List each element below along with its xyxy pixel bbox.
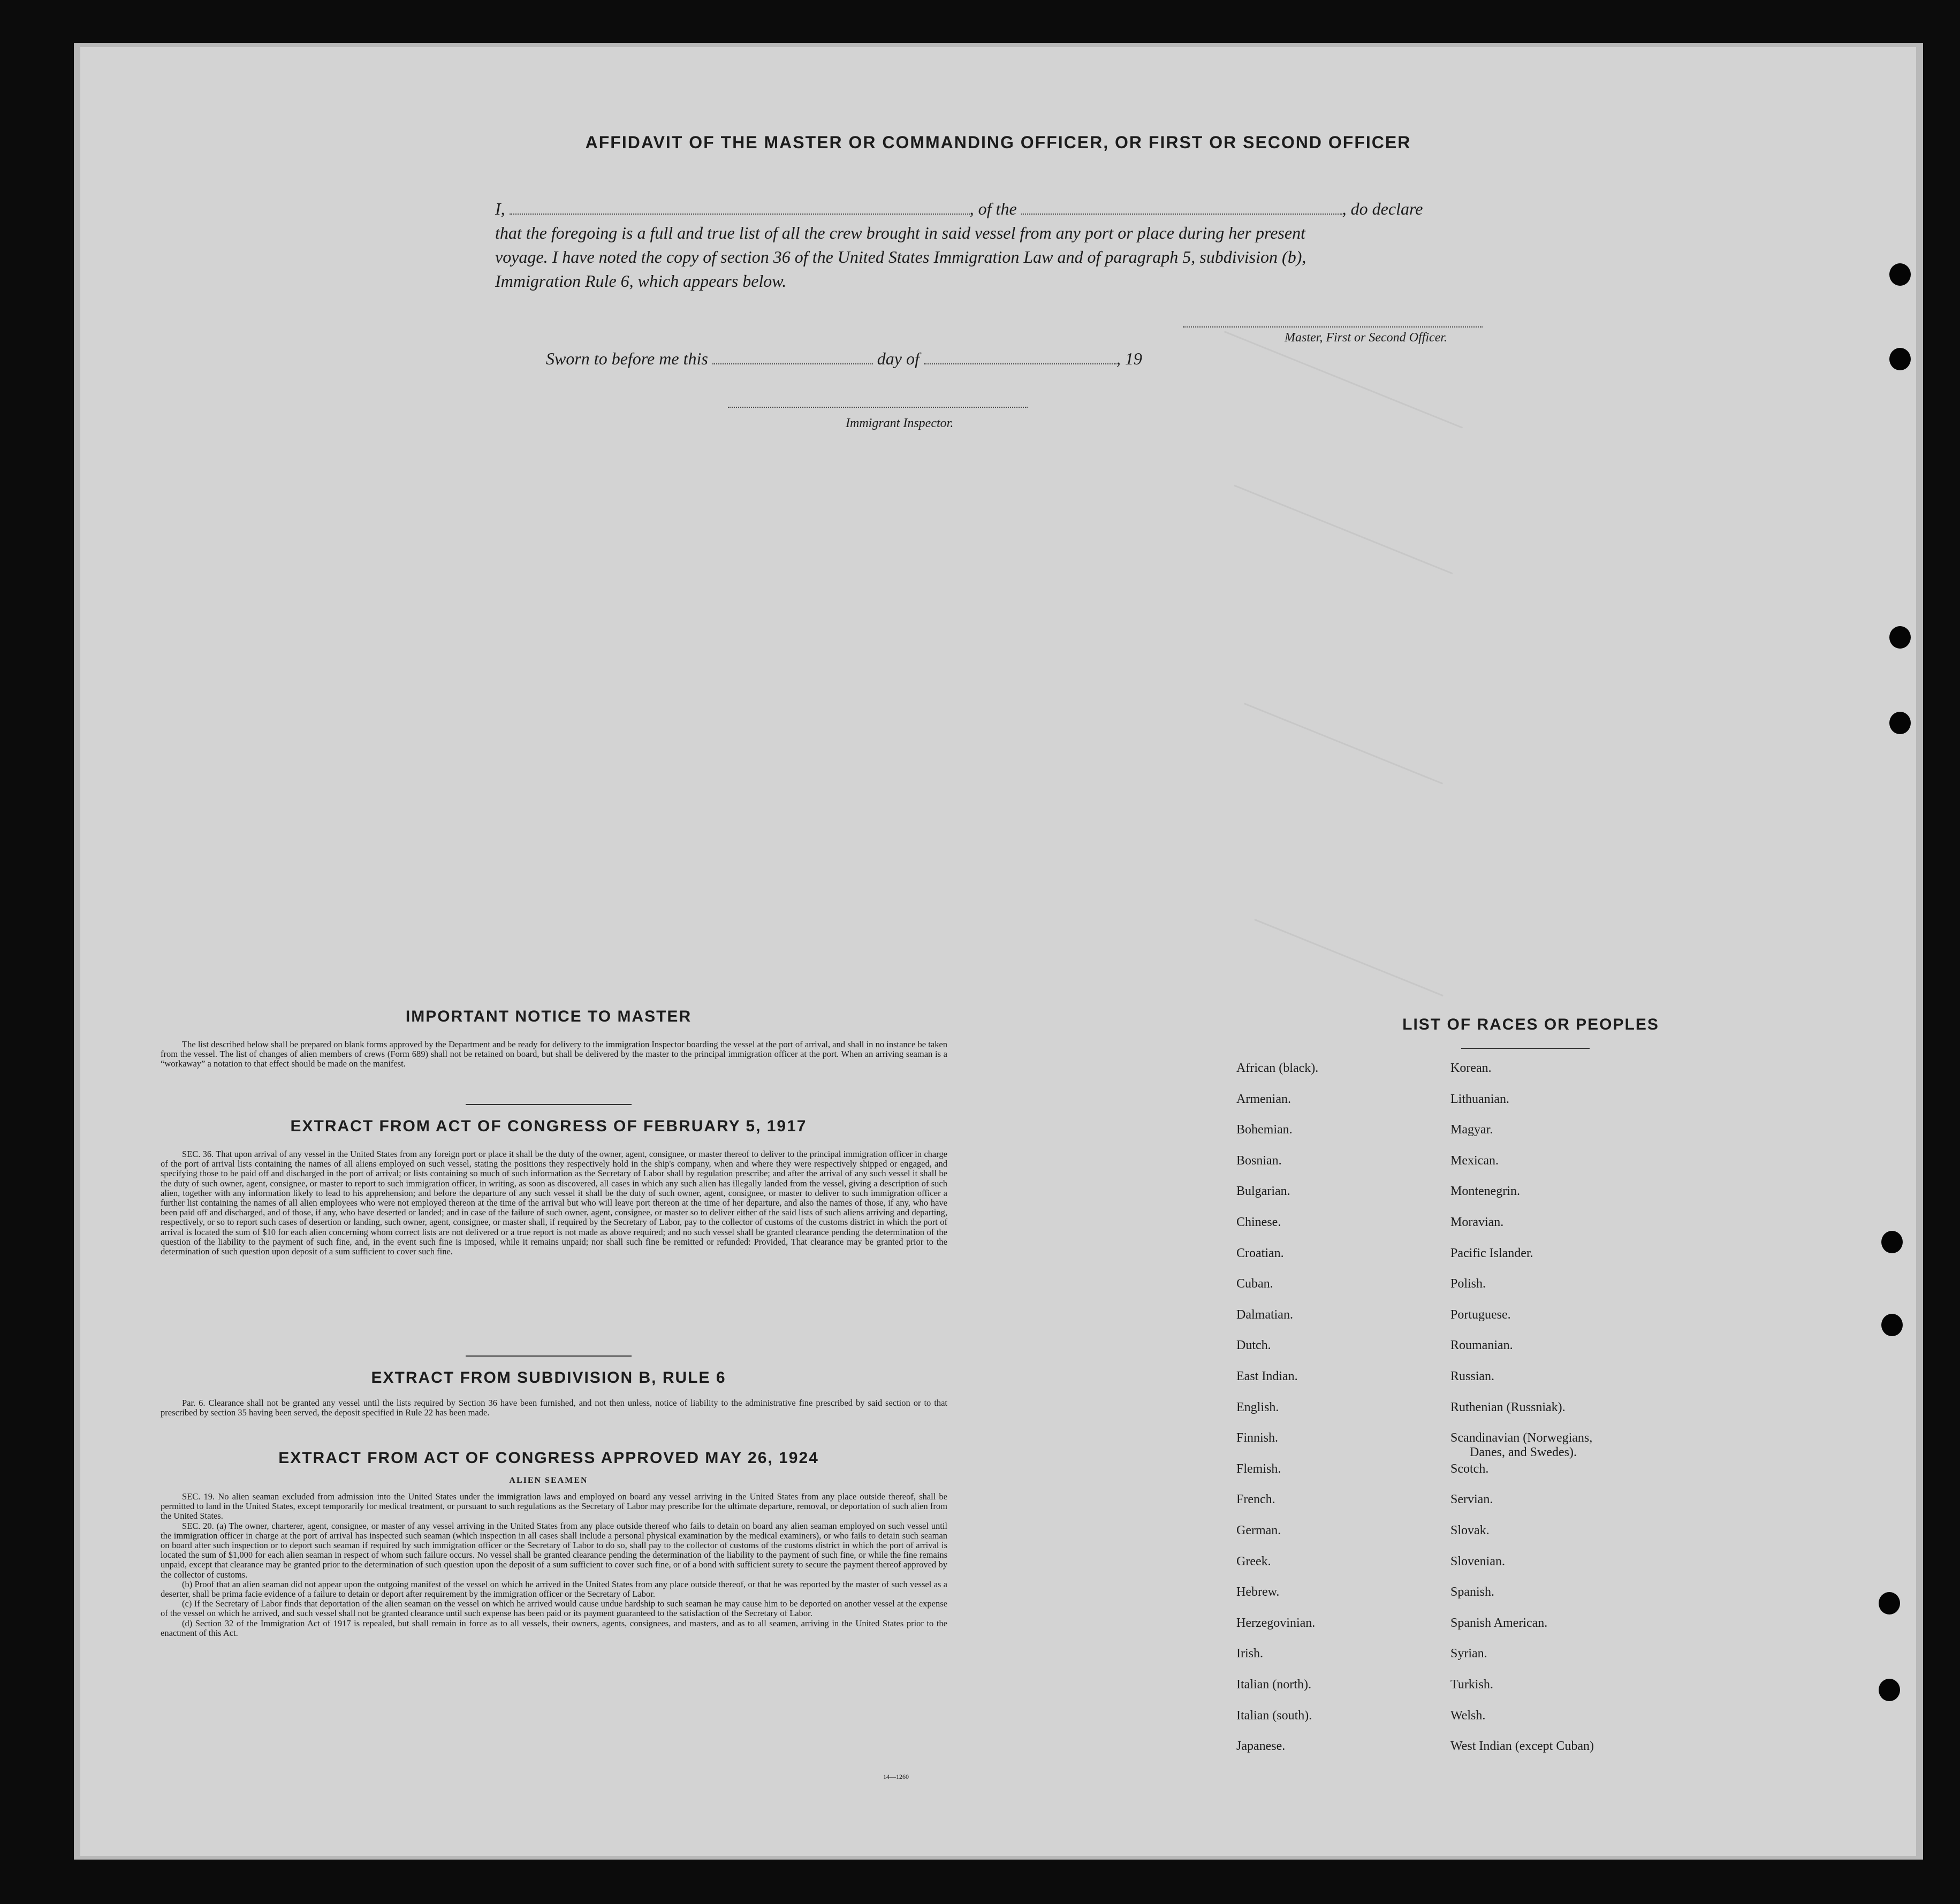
race-item: Magyar. xyxy=(1450,1123,1493,1137)
extract-1917-body xyxy=(161,1149,947,1256)
affidavit-title: AFFIDAVIT OF THE MASTER OR COMMANDING OFFICER, OR FIRST OR SECOND OFFICER xyxy=(585,133,1411,152)
race-item: Bohemian. xyxy=(1236,1123,1293,1137)
extract-1917-title: EXTRACT FROM ACT OF CONGRESS OF FEBRUARY 5, 1917 xyxy=(290,1117,807,1135)
race-item: Moravian. xyxy=(1450,1215,1504,1229)
race-item: Pacific Islander. xyxy=(1450,1246,1533,1260)
extract-1924-title: EXTRACT FROM ACT OF CONGRESS APPROVED MAY 26, 1924 xyxy=(278,1449,819,1467)
section-divider xyxy=(466,1104,632,1105)
punch-hole xyxy=(1889,263,1911,286)
race-item: Russian. xyxy=(1450,1369,1495,1383)
year-prefix-text: , 19 xyxy=(1116,349,1142,368)
race-item: Chinese. xyxy=(1236,1215,1281,1229)
race-item: Bosnian. xyxy=(1236,1153,1282,1168)
par-6-paragraph: Par. 6. Clearance shall not be granted any vessel until the lists required by Section 36 have been furnished, and not then unless, notice of liability to the administrative fine prescribed by said section or to that prescribed by section 35 having been served, the deposit specified in Rule 22 has been made. xyxy=(161,1398,947,1418)
sec-20b-paragraph: (b) Proof that an alien seaman did not appear upon the outgoing manifest of the vessel on which he arrived in the United States from any place outside thereof, or that he was reported by the master of such vessel as a deserter, shall be prima facie evidence of a failure to detain or deport after requirement by the immigration officer or the Secretary of Labor. xyxy=(161,1579,947,1600)
race-item: Armenian. xyxy=(1236,1092,1291,1106)
race-item: West Indian (except Cuban) xyxy=(1450,1739,1594,1754)
race-item: Scandinavian (Norwegians, Danes, and Swedes). xyxy=(1450,1431,1593,1460)
race-item: Dalmatian. xyxy=(1236,1307,1293,1322)
race-item: Herzegovinian. xyxy=(1236,1616,1316,1630)
race-item: Hebrew. xyxy=(1236,1585,1280,1600)
notice-paragraph: The list described below shall be prepared on blank forms approved by the Department and be ready for delivery to the immigration Inspector boarding the vessel at the port of arrival, and shall in no instance be taken from the vessel. The list of changes of alien members of crews (Form 689) shall not be retained on board, but shall be delivered by the master to the principal immigration officer at the port. When an arriving seaman is a “workaway” a notation to that effect should be made on the manifest. xyxy=(161,1039,947,1069)
inspector-signature-label: Immigrant Inspector. xyxy=(846,416,954,430)
sec-20c-paragraph: (c) If the Secretary of Labor finds that deportation of the alien seaman on the vessel on which he arrived would cause undue hardship to such seaman he may cause him to be deported on another vessel at the expense of the vessel on which he arrived, and such vessel shall not be granted clearance until such expense has been paid or its payment guaranteed to the satisfaction of the Secretary of Labor. xyxy=(161,1598,947,1619)
master-signature-line[interactable] xyxy=(1183,325,1483,328)
subdivision-title: EXTRACT FROM SUBDIVISION B, RULE 6 xyxy=(371,1369,726,1387)
master-signature-label: Master, First or Second Officer. xyxy=(1285,331,1447,345)
race-item: Italian (south). xyxy=(1236,1708,1312,1723)
subdivision-body xyxy=(161,1398,947,1418)
race-item: Flemish. xyxy=(1236,1461,1281,1476)
punch-hole xyxy=(1889,626,1911,649)
document-sheet xyxy=(80,47,1916,1856)
race-item: Slovenian. xyxy=(1450,1554,1505,1568)
races-title: LIST OF RACES OR PEOPLES xyxy=(1402,1016,1659,1033)
sworn-line xyxy=(546,347,1295,370)
race-item: Spanish. xyxy=(1450,1585,1495,1600)
race-item: Greek. xyxy=(1236,1554,1271,1568)
race-item: Portuguese. xyxy=(1450,1307,1511,1322)
sec-20d-paragraph: (d) Section 32 of the Immigration Act of 1917 is repealed, but shall remain in force as to all vessels, their owners, agents, consignees, and masters, and as to all seamen, arriving in the United States prior to the enactment of this Act. xyxy=(161,1618,947,1638)
punch-hole xyxy=(1879,1592,1900,1614)
race-item: Servian. xyxy=(1450,1492,1493,1507)
bleed-through-mark xyxy=(1254,919,1443,996)
day-of-text: day of xyxy=(877,349,920,368)
sworn-text: Sworn to before me this xyxy=(546,349,708,368)
race-item: Irish. xyxy=(1236,1647,1263,1661)
race-item: Finnish. xyxy=(1236,1431,1279,1445)
race-item: English. xyxy=(1236,1400,1279,1414)
race-item: Ruthenian (Russniak). xyxy=(1450,1400,1566,1414)
race-item: Roumanian. xyxy=(1450,1338,1513,1353)
inspector-signature-line[interactable] xyxy=(728,406,1028,408)
extract-1924-body xyxy=(161,1492,947,1638)
race-item: French. xyxy=(1236,1492,1275,1507)
race-item: Scotch. xyxy=(1450,1461,1489,1476)
race-item: Slovak. xyxy=(1450,1524,1490,1537)
race-item: Spanish American. xyxy=(1450,1616,1548,1630)
sworn-month-blank[interactable] xyxy=(924,348,1116,364)
race-item: Mexican. xyxy=(1450,1153,1499,1168)
punch-hole xyxy=(1879,1679,1900,1701)
race-item: Bulgarian. xyxy=(1236,1184,1290,1199)
section-36-paragraph: SEC. 36. That upon arrival of any vessel in the United States from any foreign port or place it shall be the duty of the owner, agent, consignee, or master thereof to deliver to the principal immigration officer in charge of the port of arrival lists containing the names of all aliens employed on such vessel, stating the positions they respectively hold in the ship's company, when and where they were respectively shipped or engaged, and specifying those to be paid off and discharged in the port of arrival; or lists containing so much of such information as the Secretary of Labor shall by regulation prescribe; and after the arrival of any such vessel it shall be the duty of such owner, agent, consignee, or master to report to such immigration officer, in writing, as soon as discovered, all cases in which any such alien has illegally landed from the vessel, giving a description of such alien, together with any information likely to lead to his apprehension; and before the departure of any such vessel it shall be the duty of such owner, agent, consignee, or master to deliver to such immigration officer a further list containing the names of all alien employees who were not employed thereon at the time of the arrival but who will leave port thereon at the time of her departure, and also the names of those, if any, who have been paid off and discharged, and of those, if any, who have deserted or landed; and in case of the failure of such owner, agent, consignee, or master so to deliver either of the said lists of such aliens arriving and departing, respectively, or so to report such cases of desertion or landing, such owner, agent, consignee, or master shall, if required by the Secretary of Labor, pay to the collector of customs of the customs district in which the port of arrival is located the sum of $10 for each alien concerning whom correct lists are not delivered or a true report is not made as above required; and no such vessel shall be granted clearance pending the determination of the question of the liability to the payment of such fine, and, in the event such fine is imposed, while it remains unpaid; nor shall such fine be remitted or refunded: Provided, That clearance may be granted prior to the determination of such question upon deposit of a sum sufficient to cover such fine. xyxy=(161,1149,947,1257)
punch-hole xyxy=(1889,712,1911,734)
notice-title: IMPORTANT NOTICE TO MASTER xyxy=(405,1008,692,1025)
affidavit-line-4: Immigration Rule 6, which appears below. xyxy=(495,271,787,291)
race-item: Cuban. xyxy=(1236,1277,1273,1291)
race-item: African (black). xyxy=(1236,1061,1319,1075)
alien-seamen-subtitle: ALIEN SEAMEN xyxy=(509,1476,588,1485)
declare-text: , do declare xyxy=(1342,199,1423,218)
races-divider xyxy=(1461,1048,1590,1049)
affidavit-line-3: voyage. I have noted the copy of section 36 of the United States Immigration Law and of paragraph 5, subdivision (b), xyxy=(495,247,1306,266)
punch-hole xyxy=(1881,1231,1903,1253)
bleed-through-mark xyxy=(1244,703,1443,785)
notice-body xyxy=(161,1040,947,1069)
declarant-prefix: I, xyxy=(495,199,505,218)
punch-hole xyxy=(1889,348,1911,370)
affidavit-line-1 xyxy=(495,197,1608,220)
sec-19-paragraph: SEC. 19. No alien seaman excluded from admission into the United States under the immigration laws and employed on board any vessel arriving in the United States from any place outside thereof, shall be permitted to land in the United States, except temporarily for medical treatment, or pursuant to such regulations as the Secretary of Labor may prescribe for the ultimate departure, removal, or deportation of such alien from the United States. xyxy=(161,1491,947,1521)
vessel-blank[interactable] xyxy=(1021,199,1342,215)
race-item: Welsh. xyxy=(1450,1708,1486,1723)
race-item: Lithuanian. xyxy=(1450,1092,1509,1106)
bleed-through-mark xyxy=(1224,331,1463,429)
race-item: Japanese. xyxy=(1236,1739,1286,1754)
race-item: Polish. xyxy=(1450,1277,1486,1291)
sworn-day-blank[interactable] xyxy=(712,348,873,364)
form-number: 14—1260 xyxy=(883,1773,909,1780)
bleed-through-mark xyxy=(1234,485,1453,575)
affidavit-line-2: that the foregoing is a full and true list of all the crew brought in said vessel from any port or place during her present xyxy=(495,223,1305,242)
race-item: Korean. xyxy=(1450,1061,1492,1075)
race-item: Italian (north). xyxy=(1236,1678,1311,1692)
name-blank[interactable] xyxy=(510,199,970,215)
race-item: German. xyxy=(1236,1524,1281,1537)
section-divider xyxy=(466,1355,632,1357)
race-item: Turkish. xyxy=(1450,1678,1493,1692)
punch-hole xyxy=(1881,1314,1903,1336)
sec-20a-paragraph: SEC. 20. (a) The owner, charterer, agent, consignee, or master of any vessel arriving in the United States from any place outside thereof who fails to detain on board any alien seaman employed on such vessel until the immigration officer in charge at the port of arrival has inspected such seaman (which inspection in all cases shall include a personal physical examination by the medical examiners), or who fails to detain such seaman on board after such inspection or to deport such seaman if required by such immigration officer or the Secretary of Labor to do so, shall pay to the collector of customs of the customs district in which the port of arrival is located the sum of $1,000 for each alien seaman in respect of whom such failure occurs. No vessel shall be granted clearance pending the determination of the liability to the payment of such fine, or while the fine remains unpaid, except that clearance may be granted prior to the determination of such question upon the deposit of a sum sufficient to cover such fine, or of a bond with sufficient surety to secure the payment thereof approved by the collector of customs. xyxy=(161,1520,947,1580)
race-item: Syrian. xyxy=(1450,1647,1487,1661)
race-item: Dutch. xyxy=(1236,1338,1271,1353)
race-item: East Indian. xyxy=(1236,1369,1298,1383)
race-item: Croatian. xyxy=(1236,1246,1284,1260)
of-the-text: , of the xyxy=(969,199,1017,218)
race-item: Montenegrin. xyxy=(1450,1184,1520,1199)
